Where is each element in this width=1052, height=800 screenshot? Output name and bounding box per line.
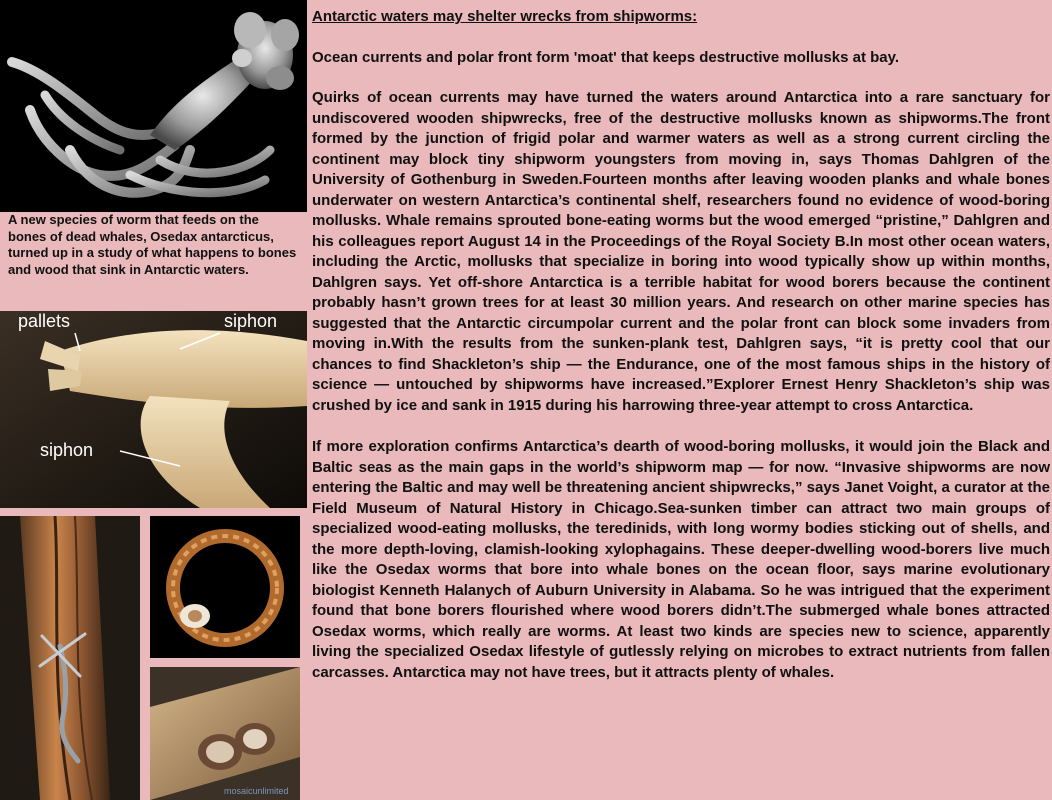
coiled-shipworm-photo [150,516,300,658]
label-siphon-bottom: siphon [40,440,94,460]
article-headline: Antarctic waters may shelter wrecks from shipworms: [312,8,698,25]
photo-watermark: mosaicunlimited [224,786,289,796]
osedax-worm-photo [0,0,307,212]
label-pallets: pallets [18,311,71,331]
shipworm-siphon-photo [0,311,307,508]
article-paragraph-1: Quirks of ocean currents may have turned the waters around Antarctica into a rare sanctuary for undiscovered wooden shipwrecks, free of the destructive mollusks known as shipworms.The front formed by the junction of frigid polar and warmer waters as well as a strong current circling the continent may block tiny shipworm youngsters from moving in, says Thomas Dahlgren of the University of Gothenburg in Sweden.Fourteen months after leaving wooden planks and whale bones underwater on western Antarctica’s continental shelf, researchers found no evidence of wood-boring mollusks. Whale remains sprouted bone-eating worms but the wood emerged “pristine,” Dahlgren and his colleagues report August 14 in the Proceedings of the Royal Society B.In most other ocean waters, including the Arctic, mollusks that specialize in boring into wood typically show up within months, Dahlgren says. Yet off-shore Antarctica is a terrible habitat for wood borers because the continent probably hasn’t grown trees for at least 30 million years. And research on other marine species has suggested that the Antarctic circumpolar current and the polar front can block some invaders from moving in.With the results from the sunken-plank test, Dahlgren says, “it is pretty cool that our chances to find Shackleton’s ship — the Endurance, one of the most famous ships in the history of science — untouched by shipworms have increased.”Explorer Ernest Henry Shackleton’s ship was crushed by ice and sank in 1915 during his harrowing three-year attempt to cross Antarctica. [312,89,1050,414]
photo-caption: A new species of worm that feeds on the bones of dead whales, Osedax antarcticus, turned up in a study of what happens to bones and wood that sink in Antarctic waters. [8,212,297,277]
article-paragraph-2: If more exploration confirms Antarctica’s dearth of wood-boring mollusks, it would join the Black and Baltic seas as the main gaps in the world’s shipworm map — for now. “Invasive shipworms are now entering the Baltic and may well be threatening ancient shipwrecks,” says Janet Voight, a curator at the Field Museum of Natural History in Chicago.Sea-sunken timber can attract two main groups of specialized wood-eating mollusks, the teredinids, with long wormy bodies sticking out of shells, and the more depth-loving, clamish-looking xylophagains. These deeper-dwelling wood-borers live much like the Osedax worms that bore into whale bones on the ocean floor, says marine evolutionary biologist Kenneth Halanych of Auburn University in Alabama. So he was intrigued that the experiment found that bone borers flourished where wood borers didn’t.The submerged whale bones attracted Osedax worms, which really are worms. At least two kinds are species new to science, apparently living the specialized Osedax lifestyle of gutlessly relying on microbes to extract nutrients from fallen carcasses. Antarctica may not have trees, but it attracts plenty of whales. [312,438,1050,681]
label-siphon-top: siphon [224,311,278,331]
article [312,7,1050,683]
bored-wood-photo [0,516,140,800]
article-subhead: Ocean currents and polar front form 'moat' that keeps destructive mollusks at bay. [312,48,900,66]
shipworm-shells-photo [150,667,300,800]
